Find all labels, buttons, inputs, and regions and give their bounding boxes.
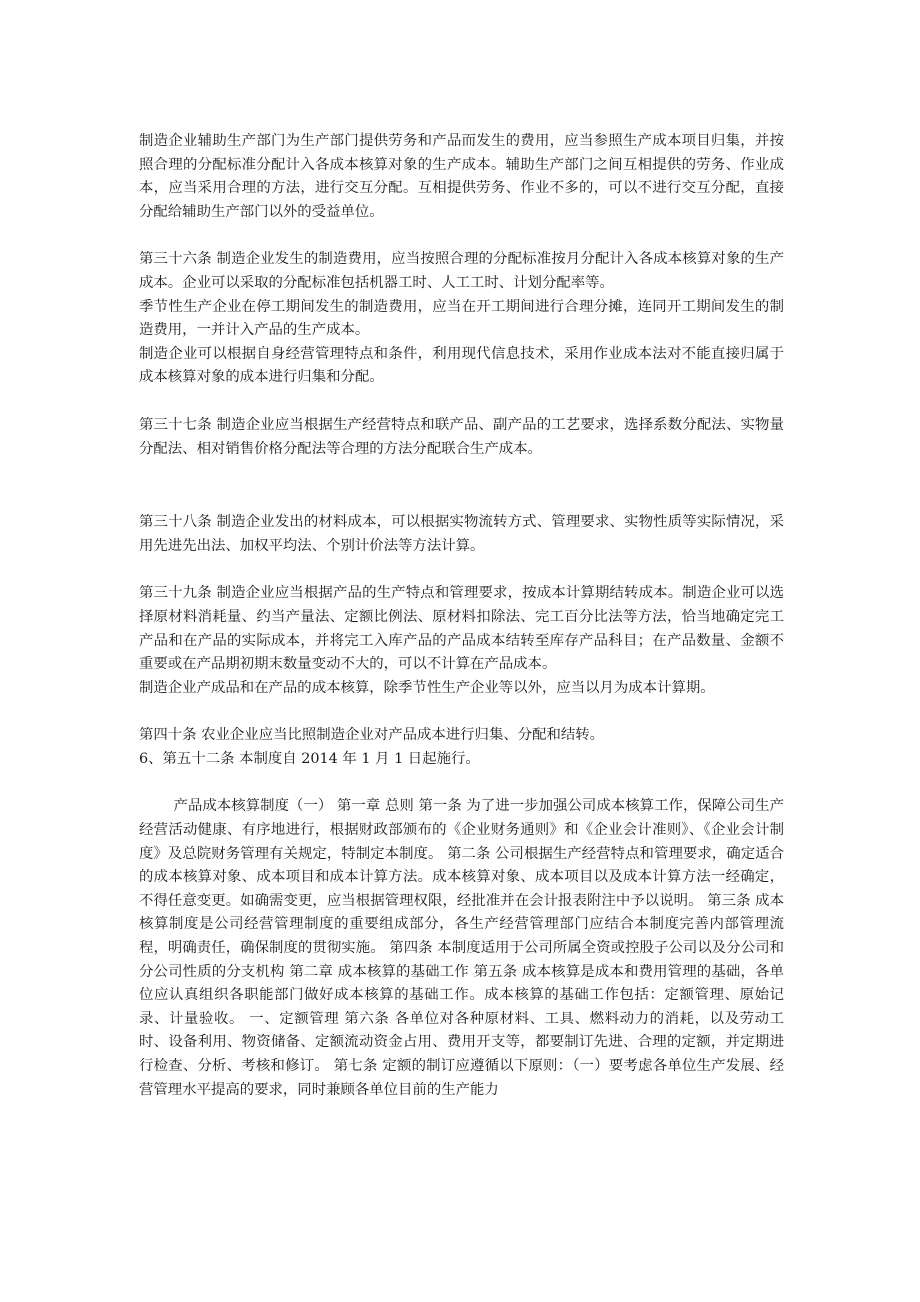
paragraph-article-36: 第三十六条 制造企业发生的制造费用，应当按照合理的分配标准按月分配计入各成本核算对象的生产成本。企业可以采取的分配标准包括机器工时、人工工时、计划分配率等。 bbox=[139, 251, 784, 291]
spacer bbox=[139, 558, 784, 582]
paragraph-cost-period: 制造企业产成品和在产品的成本核算，除季节性生产企业等以外，应当以月为成本计算期。 bbox=[139, 679, 715, 696]
paragraph-article-39: 第三十九条 制造企业应当根据产品的生产特点和管理要求，按成本计算期结转成本。制造企业可以选择原材料消耗量、约当产量法、定额比例法、原材料扣除法、完工百分比法等方法，恰当地确定完工产品和在产品的实际成本，并将完工入库产品的产品成本结转至库存产品科目；在产品数量、金额不重要或在产品期初期末数量变动不大的，可以不计算在产品成本。 bbox=[139, 585, 784, 673]
paragraph-article-52: 6、第五十二条 本制度自 2014 年 1 月 1 日起施行。 bbox=[139, 750, 480, 767]
paragraph-auxiliary-production: 制造企业辅助生产部门为生产部门提供劳务和产品而发生的费用，应当参照生产成本项目归集，并按照合理的分配标准分配计入各成本核算对象的生产成本。辅助生产部门之间互相提供的劳务、作业成本，应当采用合理的方法，进行交互分配。互相提供劳务、作业不多的，可以不进行交互分配，直接分配给辅助生产部门以外的受益单位。 bbox=[139, 133, 784, 220]
spacer bbox=[139, 390, 784, 414]
spacer bbox=[139, 224, 784, 248]
document-body bbox=[139, 130, 784, 1102]
paragraph-article-40: 第四十条 农业企业应当比照制造企业对产品成本进行归集、分配和结转。 bbox=[139, 727, 605, 744]
paragraph-cost-accounting-system: 产品成本核算制度（一） 第一章 总则 第一条 为了进一步加强公司成本核算工作，保障公司生产经营活动健康、有序地进行，根据财政部颁布的《企业财务通则》和《企业会计准则》、《企业会计制度》及总院财务管理有关规定，特制定本制度。 第二条 公司根据生产经营特点和管理要求，确定适合的成本核算对象、成本项目和成本计算方法。成本核算对象、成本项目以及成本计算方法一经确定，不得任意变更。如确需变更，应当根据管理权限，经批准并在会计报表附注中予以说明。 第三条 成本核算制度是公司经营管理制度的重要组成部分，各生产经营管理部门应结合本制度完善内部管理流程，明确责任，确保制度的贯彻实施。 第四条 本制度适用于公司所属全资或控股子公司以及分公司和分公司性质的分支机构 第二章 成本核算的基础工作 第五条 成本核算是成本和费用管理的基础，各单位应认真组织各职能部门做好成本核算的基础工作。成本核算的基础工作包括：定额管理、原始记录、计量验收。 一、定额管理 第六条 各单位对各种原材料、工具、燃料动力的消耗，以及劳动工时、设备利用、物资储备、定额流动资金占用、费用开支等，都要制订先进、合理的定额，并定期进行检查、分析、考核和修订。 第七条 定额的制订应遵循以下原则：（一）要考虑各单位生产发展、经营管理水平提高的要求，同时兼顾各单位目前的生产能力 bbox=[139, 798, 784, 1098]
spacer bbox=[139, 700, 784, 724]
paragraph-article-38: 第三十八条 制造企业发出的材料成本，可以根据实物流转方式、管理要求、实物性质等实际情况，采用先进先出法、加权平均法、个别计价法等方法计算。 bbox=[139, 514, 784, 554]
spacer bbox=[139, 461, 784, 511]
paragraph-activity-based-costing: 制造企业可以根据自身经营管理特点和条件，利用现代信息技术，采用作业成本法对不能直接归属于成本核算对象的成本进行归集和分配。 bbox=[139, 345, 784, 386]
paragraph-seasonal-production: 季节性生产企业在停工期间发生的制造费用，应当在开工期间进行合理分摊，连同开工期间发生的制造费用，一并计入产品的生产成本。 bbox=[139, 298, 784, 339]
paragraph-article-37: 第三十七条 制造企业应当根据生产经营特点和联产品、副产品的工艺要求，选择系数分配法、实物量分配法、相对销售价格分配法等合理的方法分配联合生产成本。 bbox=[139, 416, 784, 457]
spacer bbox=[139, 771, 784, 795]
